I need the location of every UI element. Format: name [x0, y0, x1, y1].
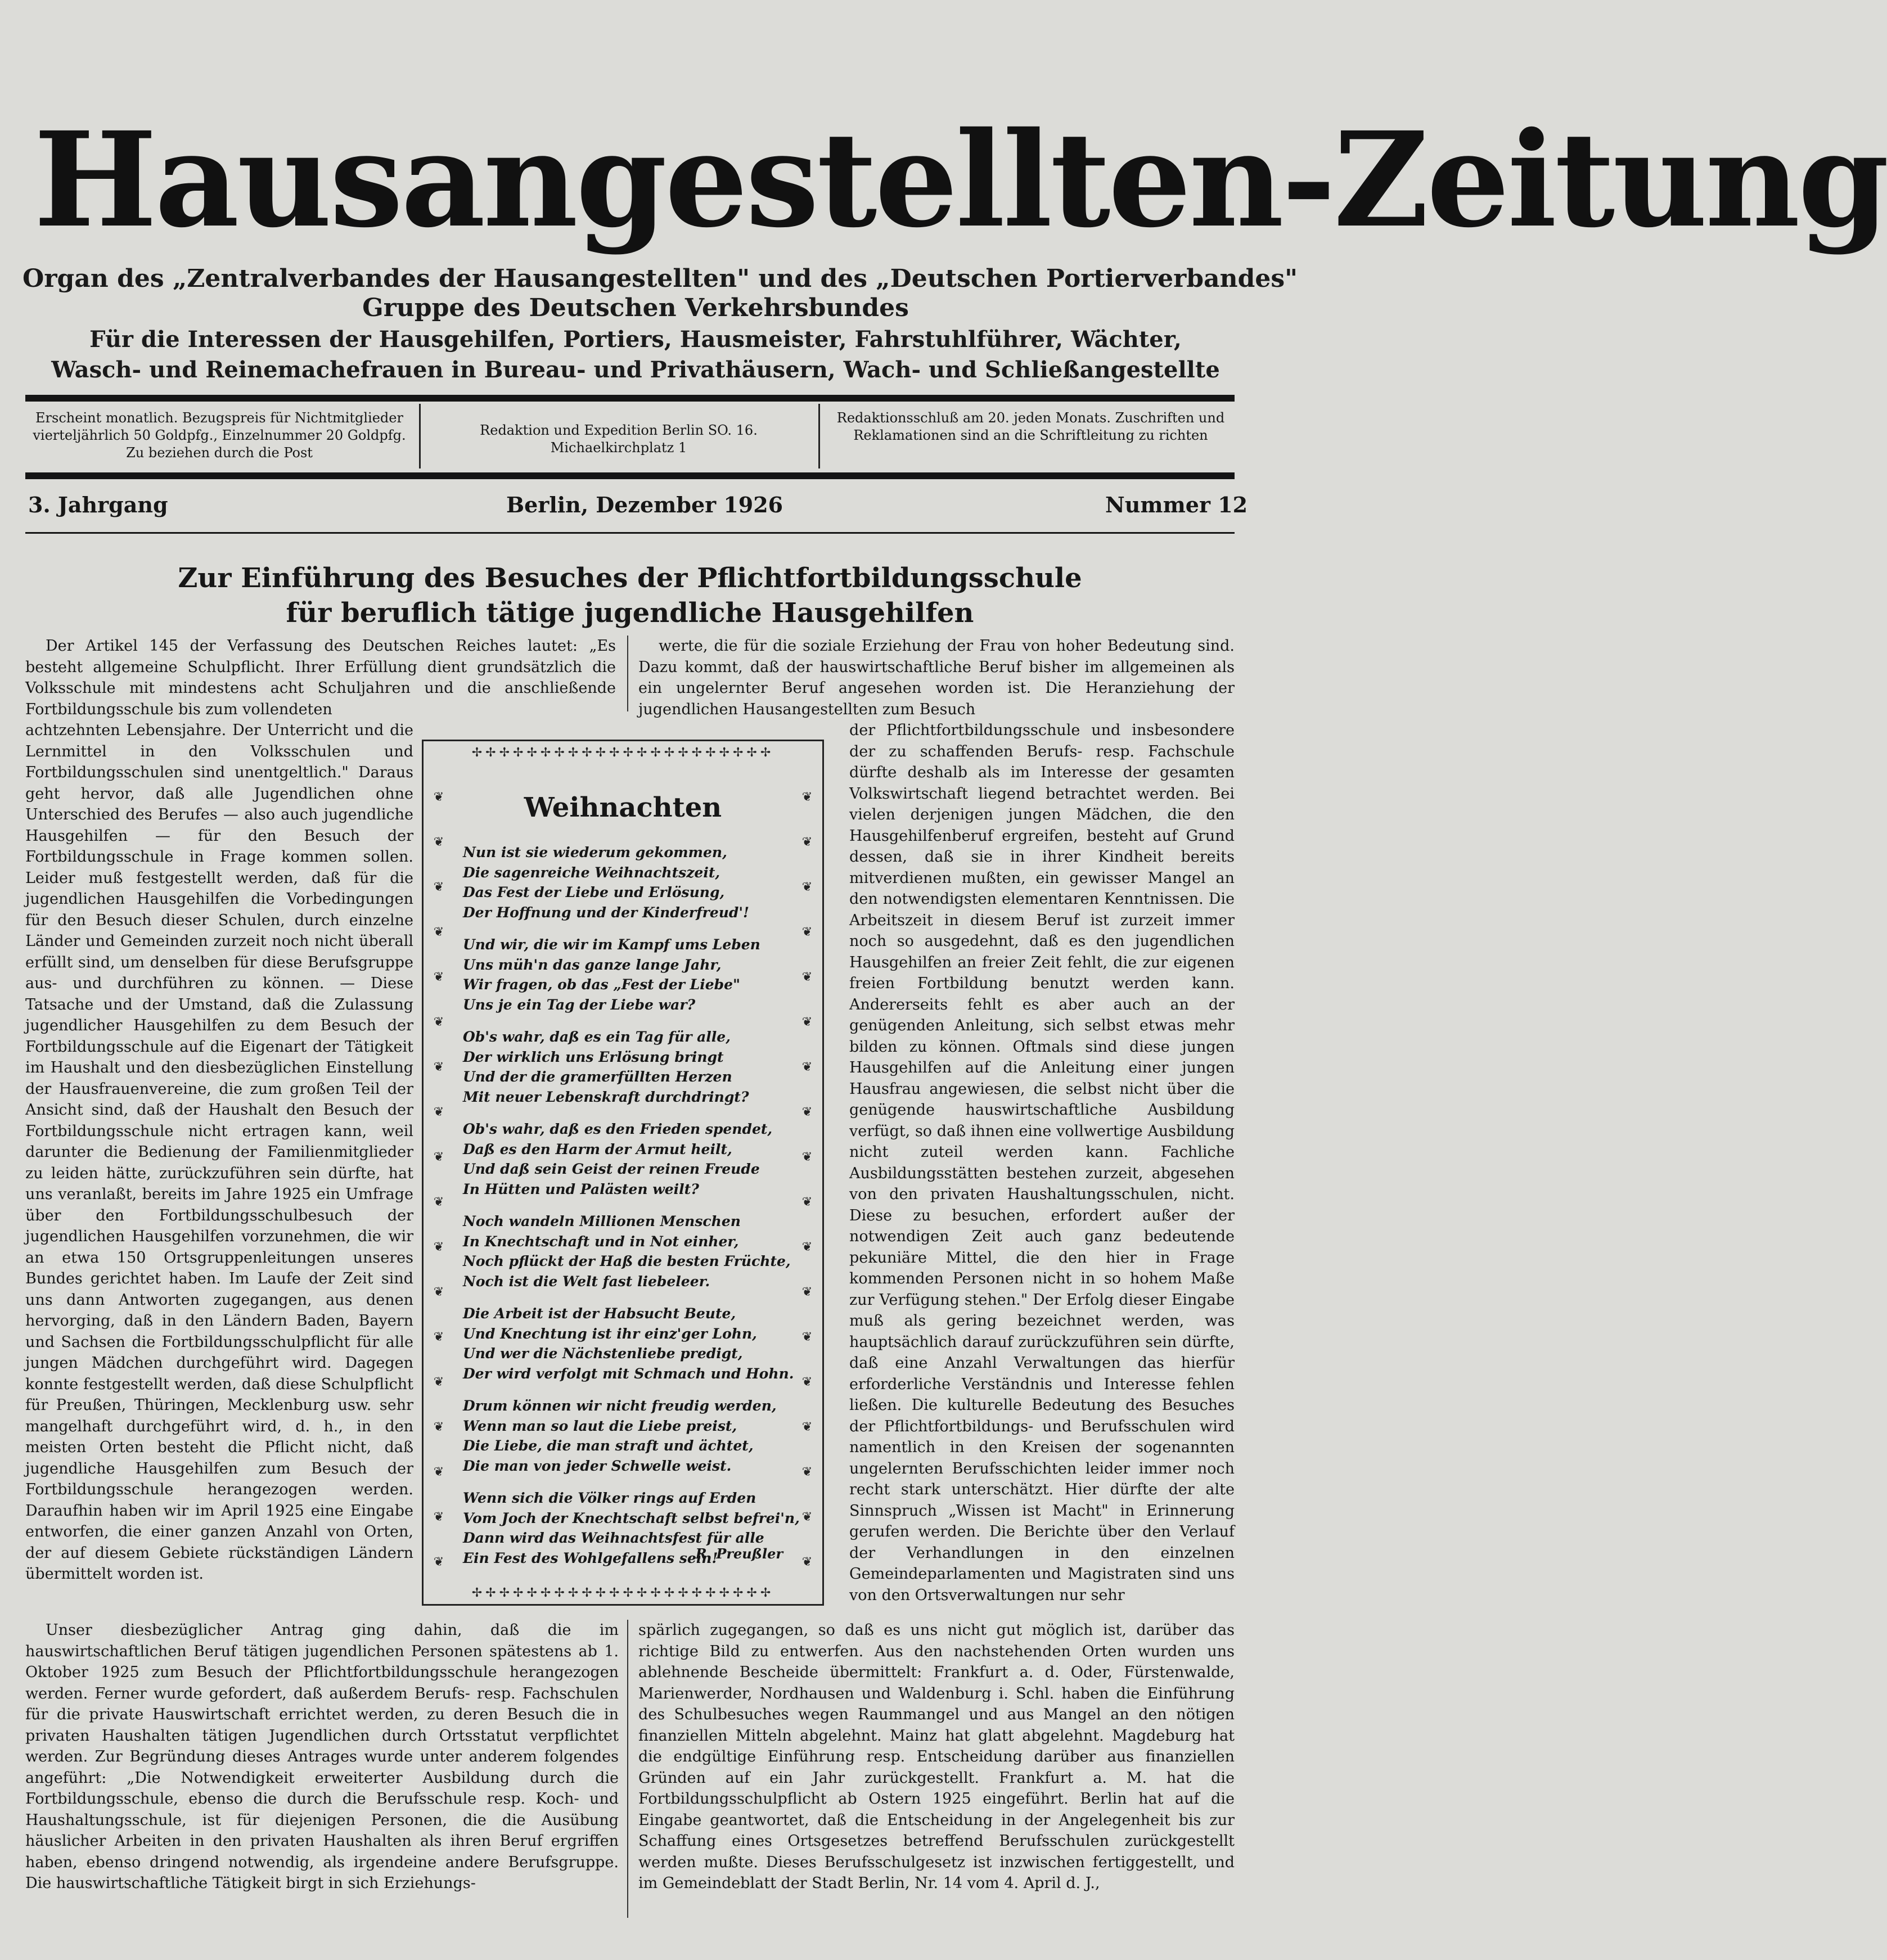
poem-stanza	[463, 842, 789, 922]
poem-line: Noch pflückt der Haß die besten Früchte,	[463, 1253, 791, 1269]
article-headline-2: für beruflich tätige jugendliche Hausgehilfen	[286, 597, 974, 629]
poem-line: Der Hoffnung und der Kinderfreud'!	[463, 904, 750, 921]
poem-line: Und wer die Nächstenliebe predigt,	[463, 1345, 743, 1362]
info-subscription: Erscheint monatlich. Bezugspreis für Nichtmitglieder vierteljährlich 50 Goldpfg., Einzelnummer 20 Goldpfg. Zu beziehen durch die Post	[33, 410, 406, 461]
ornament-border: ❦ ❦ ❦ ❦ ❦ ❦ ❦ ❦ ❦ ❦ ❦ ❦ ❦ ❦ ❦ ❦ ❦ ❦	[801, 790, 813, 1569]
subtitle-organ: Organ des „Zentralverbandes der Hausangestellten" und des „Deutschen Portierverbandes"	[22, 264, 1298, 293]
poem-line: In Hütten und Palästen weilt?	[463, 1180, 699, 1197]
ornament-border: ✢✢✢✢✢✢✢✢✢✢✢✢✢✢✢✢✢✢✢✢✢✢	[471, 746, 774, 760]
article-text: achtzehnten Lebensjahre. Der Unterricht und die Lernmittel in den Volksschulen und Fortbildungsschulen sind unentgeltlich." Daraus geht hervor, daß alle Jugendlichen ohne Unterschied des Berufes — also auch jugendliche Hausgehilfen — für den Besuch der Fortbildungsschule in Frage kommen sollen. Leider muß festgestellt werden, daß für die jugendlichen Hausgehilfen die Vorbedingungen für den Besuch dieser Schulen, durch einzelne Länder und Gemeinden zurzeit noch nicht überall erfüllt sind, um denselben für diese Berufsgruppe aus- und durchführen zu können. — Diese Tatsache und der Umstand, daß die Zulassung jugendlicher Hausgehilfen zu dem Besuch der Fortbildungsschule auf die Eigenart der Tätigkeit im Haushalt und den diesbezüglichen Einstellung der Hausfrauenvereine, die zum großen Teil der Ansicht sind, daß der Haushalt den Besuch der Fortbildungsschule nicht ertragen kann, weil darunter die Bedienung der Familienmitglieder zu leiden hätte, zurückzuführen sein dürfte, hat uns veranlaßt, bereits im Jahre 1925 ein Umfrage über den Fortbildungsschulbesuch der jugendlichen Hausgehilfen vorzunehmen, die wir an etwa 150 Ortsgruppenleitungen unseres Bundes gerichtet haben. Im Laufe der Zeit sind uns dann Antworten zugegangen, aus denen hervorging, daß in den Ländern Baden, Bayern und Sachsen die Fortbildungsschulpflicht für alle jungen Mädchen durchgeführt wird. Dagegen konnte festgestellt werden, daß diese Schulpflicht für Preußen, Thüringen, Mecklenburg usw. sehr mangelhaft durchgeführt wird, d. h., in den meisten Orten besteht die Pflicht nicht, daß jugendliche Hausgehilfen zum Besuch der Fortbildungsschule herangezogen werden. Daraufhin haben wir im April 1925 eine Eingabe entworfen, die einer ganzen Anzahl von Orten, der auf diesem Gebiete rückständigen Ländern übermittelt worden ist.	[25, 722, 413, 1583]
article-intro-right	[638, 636, 1235, 720]
poem-box	[422, 740, 824, 1606]
poem-body	[463, 842, 800, 1580]
poem-line: Und wir, die wir im Kampf ums Leben	[463, 936, 760, 953]
poem-line: Nun ist sie wiederum gekommen,	[463, 844, 727, 860]
poem-line: Das Fest der Liebe und Erlösung,	[463, 884, 725, 900]
poem-line: Vom Joch der Knechtschaft selbst befrei'n,	[463, 1510, 800, 1526]
article-text: Unser diesbezüglicher Antrag ging dahin, daß die im hauswirtschaftlichen Beruf tätigen jugendlichen Personen spätestens ab 1. Oktober 1925 zum Besuch der Pflichtfortbildungsschule herangezogen werden. Ferner wurde gefordert, daß außerdem Berufs- resp. Fachschulen für die private Hauswirtschaft errichtet werden, zu deren Besuch die in privaten Haushalten tätigen Jugendlichen durch Ortsstatut verpflichtet werden. Zur Begründung dieses Antrages wurde unter anderem folgendes angeführt: „Die Notwendigkeit erweiterter Ausbildung durch die Fortbildungsschule, ebenso die durch die Berufsschule resp. Koch- und Haushaltungsschule, ist für diejenigen Personen, die die Ausübung häuslicher Arbeiten in den privaten Haushalten als ihren Beruf ergriffen haben, ebenso dringend notwendig, als irgendeine andere Berufsgruppe. Die hauswirtschaftliche Tätigkeit birgt in sich Erziehungs-	[25, 1621, 619, 1892]
poem-author: R. Preußler	[695, 1546, 783, 1562]
poem-stanza	[463, 1211, 789, 1291]
poem-line: Wenn sich die Völker rings auf Erden	[463, 1490, 756, 1506]
poem-line: Die Liebe, die man straft und ächtet,	[463, 1438, 754, 1454]
poem-line: Und Knechtung ist ihr einz'ger Lohn,	[463, 1325, 757, 1342]
poem-stanza	[463, 935, 789, 1015]
article-text: spärlich zugegangen, so daß es uns nicht gut möglich ist, darüber das richtige Bild zu entwerfen. Aus den nachstehenden Orten wurden uns ablehnende Bescheide übermittelt: Frankfurt a. d. Oder, Fürstenwalde, Marienwerder, Nordhausen und Waldenburg i. Schl. haben die Einführung des Schulbesuches wegen Raummangel und aus Mangel an den nötigen finanziellen Mitteln abgelehnt. Mainz hat glatt abgelehnt. Magdeburg hat die endgültige Einführung resp. Entscheidung darüber aus finanziellen Gründen auf ein Jahr zurückgestellt. Frankfurt a. M. hat die Fortbildungsschulpflicht ab Ostern 1925 eingeführt. Berlin hat auf die Eingabe geantwortet, daß die Entscheidung in der Angelegenheit bis zur Schaffung eines Ortsgesetzes betreffend Berufsschulen zurückgestellt werden mußte. Dieses Berufsschulgesetz ist inzwischen fertiggestellt, und im Gemeindeblatt der Stadt Berlin, Nr. 14 vom 4. April d. J.,	[638, 1621, 1235, 1892]
dateline-rule	[25, 532, 1235, 534]
poem-title: Weihnachten	[524, 792, 722, 823]
issue-date: Berlin, Dezember 1926	[506, 492, 783, 517]
poem-line: Ein Fest des Wohlgefallens sein!	[463, 1549, 718, 1566]
poem-line: Daß es den Harm der Armut heilt,	[463, 1141, 732, 1157]
poem-line: Noch wandeln Millionen Menschen	[463, 1213, 741, 1229]
article-bottom-left	[25, 1620, 619, 1918]
info-deadline: Redaktionsschluß am 20. jeden Monats. Zuschriften und Reklamationen sind an die Schriftleitung zu richten	[836, 410, 1225, 443]
poem-line: Drum können wir nicht freudig werden,	[463, 1398, 777, 1414]
column-rule	[627, 1620, 628, 1918]
article-text: Der Artikel 145 der Verfassung des Deutschen Reiches lautet: „Es besteht allgemeine Schulpflicht. Ihrer Erfüllung dient grundsätzlich die Volksschule mit mindestens acht Schuljahren und die anschließende Fortbildungsschule bis zum vollendeten	[25, 637, 616, 718]
poem-stanza	[463, 1304, 794, 1384]
poem-line: Wir fragen, ob das „Fest der Liebe"	[463, 976, 741, 993]
info-divider	[419, 404, 421, 468]
poem-line: Uns müh'n das ganze lange Jahr,	[463, 956, 722, 973]
poem-line: Uns je ein Tag der Liebe war?	[463, 996, 696, 1013]
top-rule	[25, 395, 1235, 402]
subtitle-group: Gruppe des Deutschen Verkehrsbundes	[362, 294, 909, 322]
article-bottom-right	[638, 1620, 1235, 1918]
issue-number: Nummer 12	[1105, 492, 1248, 517]
article-column-left	[25, 720, 413, 1617]
ornament-border: ✢✢✢✢✢✢✢✢✢✢✢✢✢✢✢✢✢✢✢✢✢✢	[471, 1586, 774, 1600]
poem-line: Mit neuer Lebenskraft durchdringt?	[463, 1088, 749, 1105]
column-rule	[627, 636, 628, 711]
article-column-right	[849, 720, 1235, 1617]
poem-line: Der wirklich uns Erlösung bringt	[463, 1048, 724, 1065]
poem-line: In Knechtschaft und in Not einher,	[463, 1233, 739, 1250]
volume-label: 3. Jahrgang	[28, 492, 168, 517]
poem-line: Die man von jeder Schwelle weist.	[463, 1457, 732, 1474]
poem-line: Ob's wahr, daß es ein Tag für alle,	[463, 1029, 731, 1045]
poem-line: Wenn man so laut die Liebe preist,	[463, 1417, 737, 1434]
middle-rule	[25, 472, 1235, 479]
article-headline-1: Zur Einführung des Besuches der Pflichtfortbildungsschule	[178, 562, 1082, 594]
poem-stanza	[463, 1396, 789, 1476]
poem-stanza	[463, 1119, 789, 1199]
poem-line: Noch ist die Welt fast liebeleer.	[463, 1273, 710, 1290]
article-text: werte, die für die soziale Erziehung der Frau von hoher Bedeutung sind. Dazu kommt, daß der hauswirtschaftliche Beruf bisher im allgemeinen als ein ungelernter Beruf angesehen worden ist. Die Heranziehung der jugendlichen Hausangestellten zum Besuch	[638, 637, 1235, 718]
masthead-title: Hausangestellten-Zeitung	[34, 103, 1887, 256]
article-intro-left	[25, 636, 616, 720]
ornament-border: ❦ ❦ ❦ ❦ ❦ ❦ ❦ ❦ ❦ ❦ ❦ ❦ ❦ ❦ ❦ ❦ ❦ ❦	[433, 790, 444, 1569]
poem-line: Und daß sein Geist der reinen Freude	[463, 1161, 760, 1177]
poem-line: Der wird verfolgt mit Schmach und Hohn.	[463, 1365, 794, 1382]
poem-stanza	[463, 1027, 789, 1107]
poem-line: Ob's wahr, daß es den Frieden spendet,	[463, 1121, 773, 1137]
poem-line: Und der die gramerfüllten Herzen	[463, 1069, 732, 1085]
poem-line: Die sagenreiche Weihnachtszeit,	[463, 864, 720, 881]
poem-line: Die Arbeit ist der Habsucht Beute,	[463, 1305, 736, 1322]
subtitle-interests-1: Für die Interessen der Hausgehilfen, Portiers, Hausmeister, Fahrstuhlführer, Wächter,	[89, 326, 1182, 353]
info-divider	[818, 404, 820, 468]
subtitle-interests-2: Wasch- und Reinemachefrauen in Bureau- und Privathäusern, Wach- und Schließangestellte	[51, 357, 1220, 383]
poem-line: Dann wird das Weihnachtsfest für alle	[463, 1530, 764, 1546]
info-editorial-address: Redaktion und Expedition Berlin SO. 16. Michaelkirchplatz 1	[480, 422, 758, 456]
article-text: der Pflichtfortbildungsschule und insbesondere der zu schaffenden Berufs- resp. Fachschule dürfte deshalb als im Interesse der gesamten Volkswirtschaft liegend betrachtet werden. Bei vielen derjenigen jungen Mädchen, die den Hausgehilfenberuf ergreifen, besteht auf Grund dessen, daß sie in ihrer Kindheit bereits mitverdienen mußten, ein gewisser Mangel an den notwendigsten elementaren Kenntnissen. Die Arbeitszeit in diesem Beruf ist zurzeit immer noch so ausgedehnt, daß es den jugendlichen Hausgehilfen an freier Zeit fehlt, die zur eigenen freien Fortbildung benutzt werden kann. Andererseits fehlt es aber auch an der genügenden Anleitung, sich selbst etwas mehr bilden zu können. Oftmals sind diese jungen Hausgehilfen auf die Anleitung einer jungen Hausfrau angewiesen, die selbst nicht über die genügende hauswirtschaftliche Ausbildung verfügt, so daß ihnen eine vollwertige Ausbildung nicht zuteil werden kann. Fachliche Ausbildungsstätten bestehen zurzeit, abgesehen von den privaten Haushaltungsschulen, nicht. Diese zu besuchen, erfordert außer der notwendigen Zeit auch ganz bedeutende pekuniäre Mittel, die den hier in Frage kommenden Personen nicht in so hohem Maße zur Verfügung stehen." Der Erfolg dieser Eingabe muß als gering bezeichnet werden, was hauptsächlich darauf zurückzuführen sein dürfte, daß eine Anzahl Verwaltungen das hierfür erforderliche Verständnis und Interesse fehlen ließen. Die kulturelle Bedeutung des Besuches der Pflichtfortbildungs- und Berufsschulen wird namentlich in den Kreisen der sogenannten ungelernten Berufsschichten leider immer noch recht stark unterschätzt. Hier dürfte der alte Sinnspruch „Wissen ist Macht" in Erinnerung gerufen werden. Die Berichte über den Verlauf der Verhandlungen in den einzelnen Gemeindeparlamenten und Magistraten sind uns von den Ortsverwaltungen nur sehr	[849, 722, 1235, 1604]
